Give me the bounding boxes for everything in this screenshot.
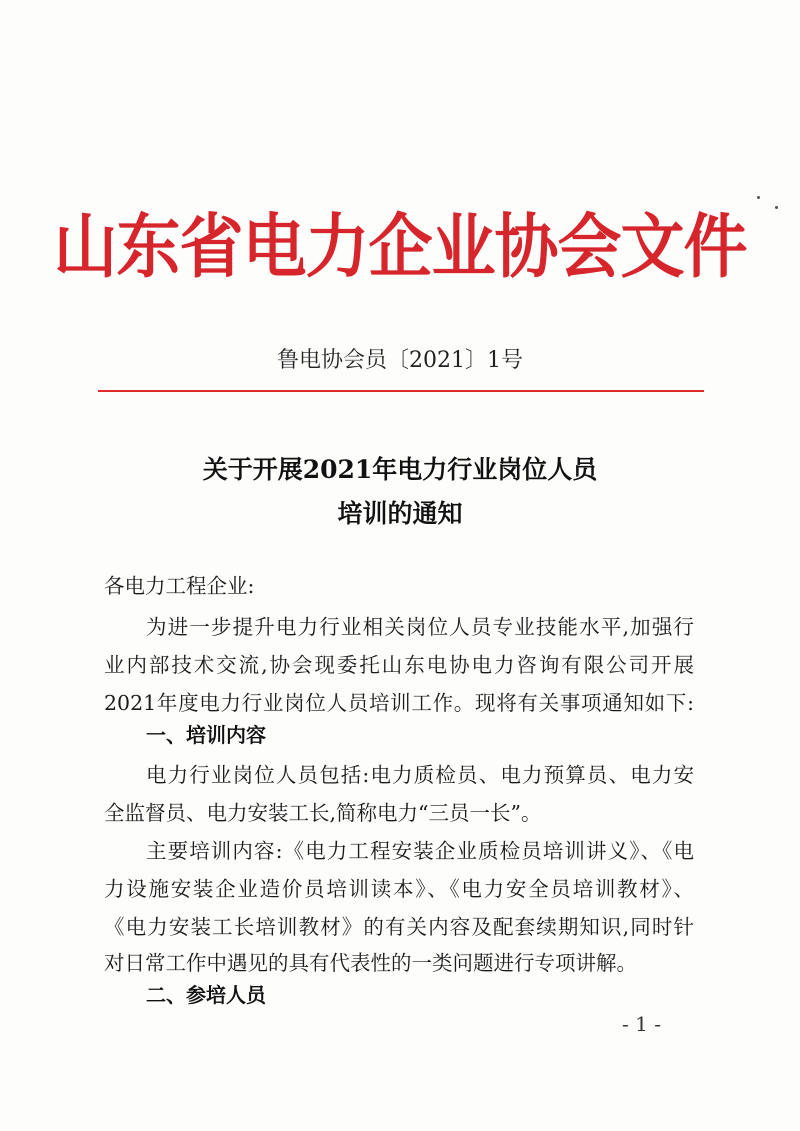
section-1-para-2-line-2: 力设施安装企业造价员培训读本》、《电力安全员培训教材》、 (104, 877, 694, 901)
intro-line-1: 为进一步提升电力行业相关岗位人员专业技能水平,加强行 (146, 615, 694, 639)
section-2-heading: 二、参培人员 (146, 983, 266, 1007)
salutation: 各电力工程企业: (104, 574, 255, 598)
section-1-para-2-line-4: 对日常工作中遇见的具有代表性的一类问题进行专项讲解。 (104, 951, 637, 975)
intro-line-3: 2021年度电力行业岗位人员培训工作。现将有关事项通知如下: (104, 691, 694, 715)
section-1-heading: 一、培训内容 (146, 723, 266, 747)
page-number: - 1 - (622, 1012, 661, 1036)
document-number: 鲁电协会员〔2021〕1号 (277, 348, 523, 373)
section-1-para-1-line-1: 电力行业岗位人员包括:电力质检员、电力预算员、电力安 (146, 763, 694, 787)
issuer-header-title: 山东省电力企业协会文件 (53, 208, 747, 288)
section-1-para-2-line-3: 《电力安装工长培训教材》的有关内容及配套续期知识,同时针 (104, 915, 694, 939)
intro-line-2: 业内部技术交流,协会现委托山东电协电力咨询有限公司开展 (104, 653, 694, 677)
header-red-divider (98, 390, 704, 392)
section-1-para-2-line-1: 主要培训内容:《电力工程安装企业质检员培训讲义》、《电 (146, 839, 694, 863)
notice-title-line-1: 关于开展2021年电力行业岗位人员 (202, 455, 598, 484)
scan-speck (757, 196, 760, 199)
notice-title-line-2: 培训的通知 (337, 499, 463, 528)
section-1-para-1-line-2: 全监督员、电力安装工长,简称电力“三员一长”。 (104, 801, 542, 825)
